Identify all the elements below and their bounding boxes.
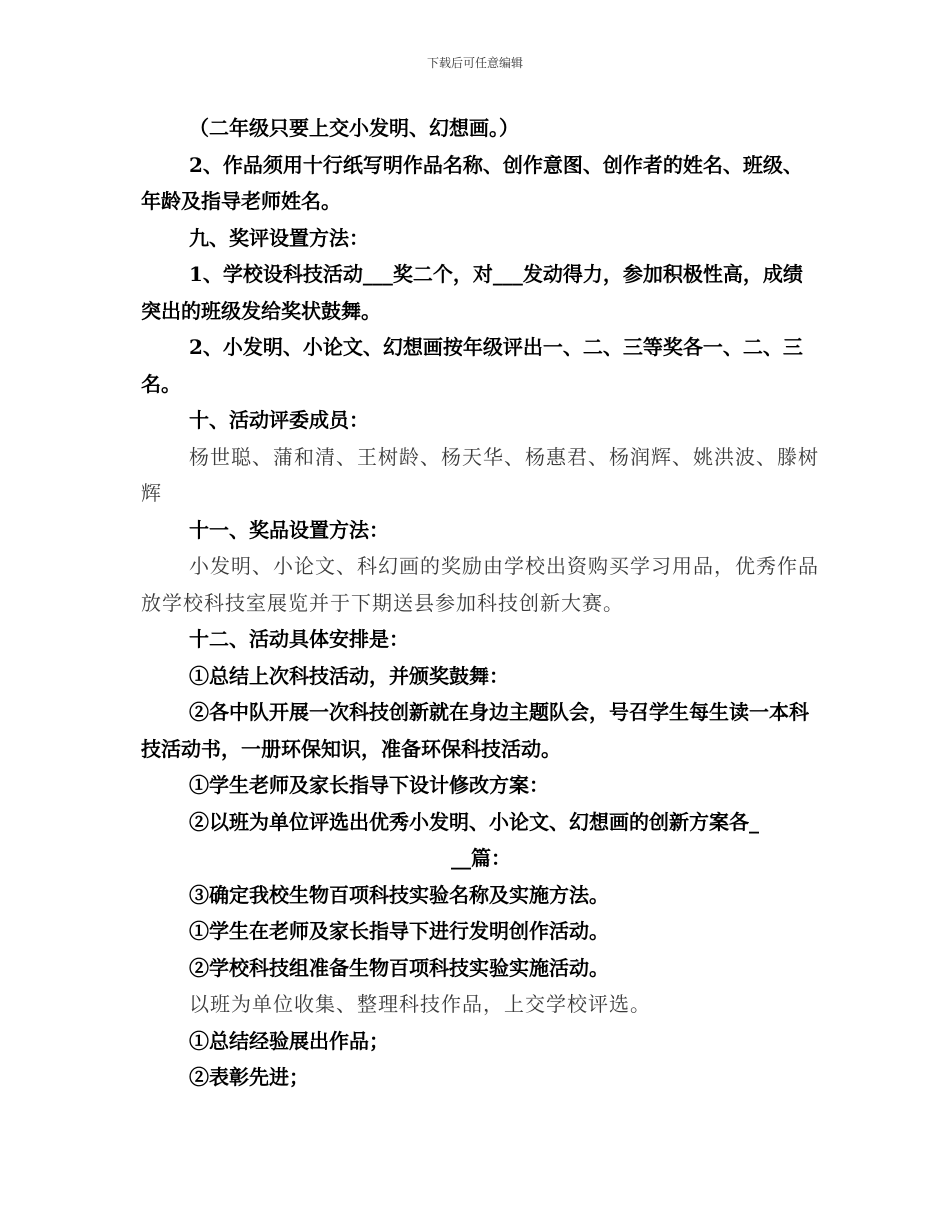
section-heading-9: 九、奖评设置方法： [189, 225, 369, 250]
page-header: 下载后可任意编辑 [426, 56, 523, 70]
schedule-item: ②以班为单位评选出优秀小发明、小论文、幻想画的创新方案各_ [189, 809, 759, 834]
schedule-item: ③确定我校生物百项科技实验名称及实施方法。 [189, 882, 609, 907]
section-heading-12: 十二、活动具体安排是： [189, 627, 409, 651]
paragraph-1: （二年级只要上交小发明、幻想画。） [189, 116, 519, 140]
section-heading-10: 十、活动评委成员： [189, 408, 369, 432]
schedule-item: ②各中队开展一次科技创新就在身边主题队会，号召学生每生读一本科技活动书，一册环保知识，准备环保科技活动。 [141, 700, 809, 761]
schedule-item: ②学校科技组准备生物百项科技实验实施活动。 [189, 955, 609, 980]
schedule-item: ①总结经验展出作品； [189, 1028, 389, 1053]
document-body [141, 110, 821, 1096]
judges-list: 杨世聪、蒲和清、王树龄、杨天华、杨惠君、杨润辉、姚洪波、滕树辉 [141, 444, 819, 505]
paragraph-2: 2、作品须用十行纸写明作品名称、创作意图、创作者的姓名、班级、年龄及指导老师姓名。 [141, 152, 803, 213]
schedule-item-continuation: __篇： [451, 846, 511, 870]
schedule-item: ①学生在老师及家长指导下进行发明创作活动。 [189, 919, 609, 943]
paragraph-4: 1、学校设科技活动___奖二个，对___发动得力，参加积极性高，成绩突出的班级发给奖状鼓舞。 [141, 262, 803, 323]
schedule-item: ②表彰先进； [189, 1065, 309, 1089]
schedule-note: 以班为单位收集、整理科技作品，上交学校评选。 [189, 992, 651, 1016]
section-heading-11: 十一、奖品设置方法： [189, 517, 389, 542]
schedule-item: ①学生老师及家长指导下设计修改方案： [189, 773, 549, 797]
schedule-item: ①总结上次科技活动，并颁奖鼓舞： [189, 663, 509, 688]
prize-description: 小发明、小论文、科幻画的奖励由学校出资购买学习用品，优秀作品放学校科技室展览并于下期送县参加科技创新大赛。 [141, 554, 819, 615]
paragraph-5: 2、小发明、小论文、幻想画按年级评出一、二、三等奖各一、二、三名。 [141, 335, 803, 396]
